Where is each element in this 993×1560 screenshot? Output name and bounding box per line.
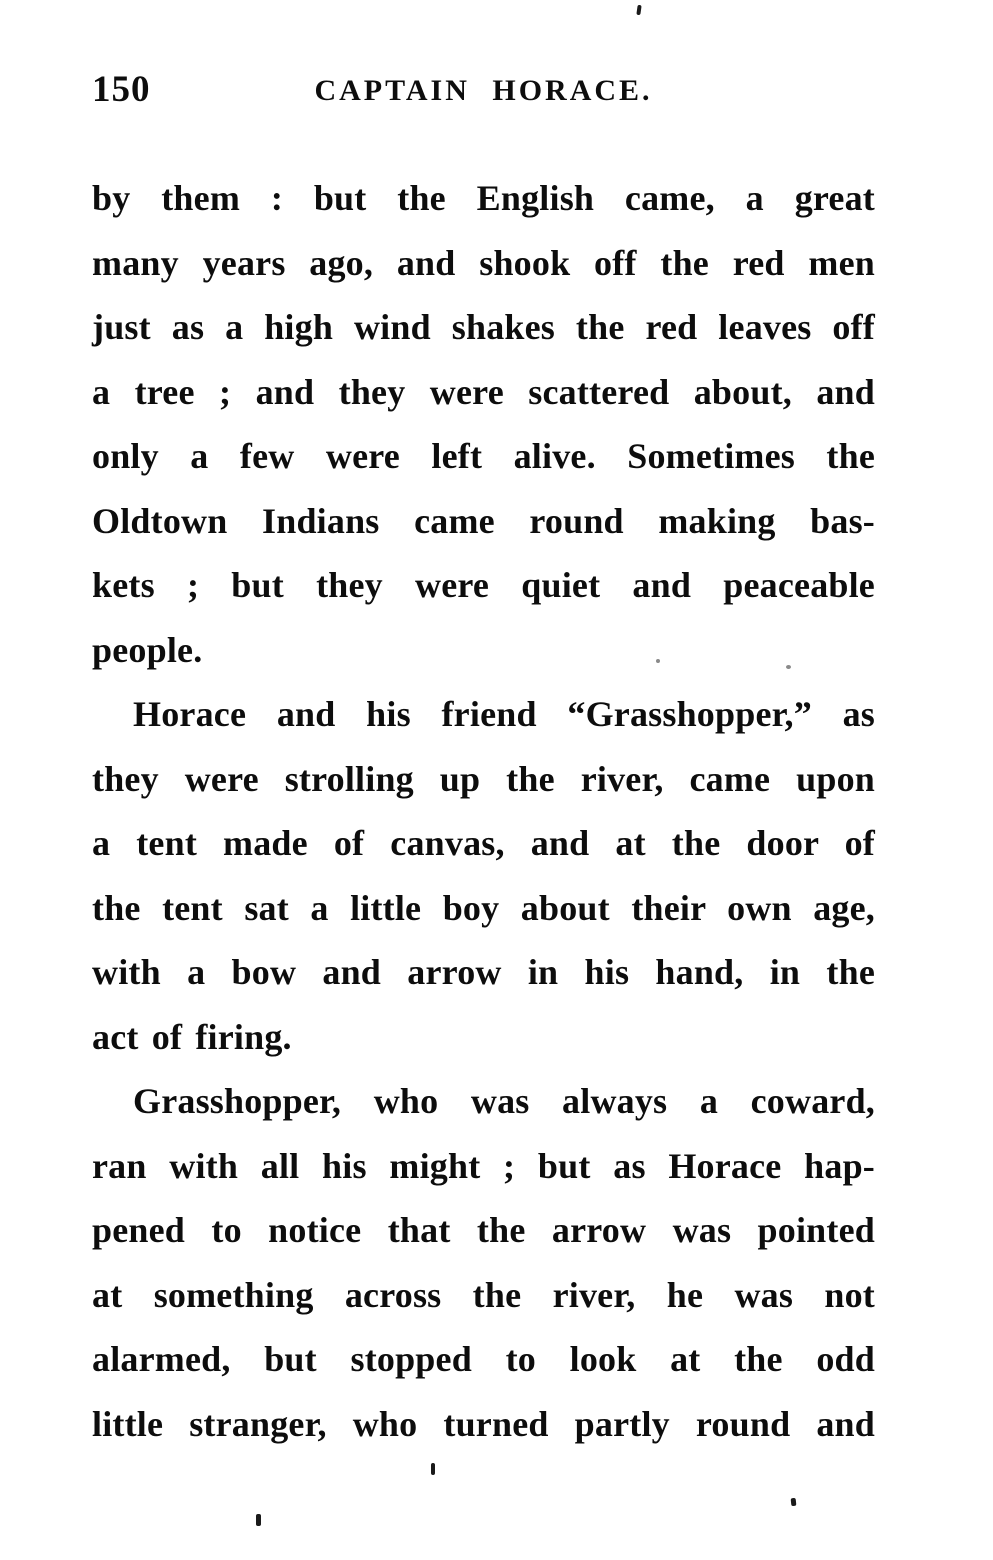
text-line: by them : but the English came, a great [92, 178, 875, 218]
scan-speck [431, 1463, 435, 1475]
scan-speck [791, 1498, 797, 1506]
text-line: little stranger, who turned partly round and [92, 1403, 875, 1444]
text-line: they were strolling up the river, came upon [92, 758, 875, 799]
text-line: just as a high wind shakes the red leaves off [92, 307, 875, 347]
text-line: a tent made of canvas, and at the door of [92, 823, 875, 863]
text-line: the tent sat a little boy about their own age, [92, 887, 875, 928]
text-line: many years ago, and shook off the red men [92, 242, 875, 283]
scan-speck [786, 665, 791, 669]
text-line: only a few were left alive. Sometimes the [92, 436, 875, 476]
text-line: act of firing. [92, 1016, 292, 1057]
text-line: Grasshopper, who was always a coward, [133, 1081, 875, 1121]
page-body [92, 166, 875, 1456]
scan-speck [636, 5, 641, 15]
text-line: ran with all his might ; but as Horace hap- [92, 1145, 875, 1186]
text-line: people. [92, 629, 203, 670]
paragraph-1 [92, 166, 875, 682]
paragraph-3 [92, 1069, 875, 1456]
scan-speck [256, 1514, 261, 1526]
text-line: kets ; but they were quiet and peaceable [92, 565, 875, 605]
text-line: Oldtown Indians came round making bas- [92, 500, 875, 541]
text-line: at something across the river, he was not [92, 1274, 875, 1315]
running-head: CAPTAIN HORACE. [314, 74, 653, 107]
text-line: alarmed, but stopped to look at the odd [92, 1339, 875, 1379]
page-number: 150 [92, 69, 151, 110]
scan-speck [656, 659, 660, 663]
text-line: Horace and his friend “Grasshopper,” as [133, 694, 875, 734]
text-line: a tree ; and they were scattered about, and [92, 371, 875, 412]
paragraph-2 [92, 682, 875, 1069]
text-line: pened to notice that the arrow was pointed [92, 1210, 875, 1250]
text-line: with a bow and arrow in his hand, in the [92, 952, 875, 992]
